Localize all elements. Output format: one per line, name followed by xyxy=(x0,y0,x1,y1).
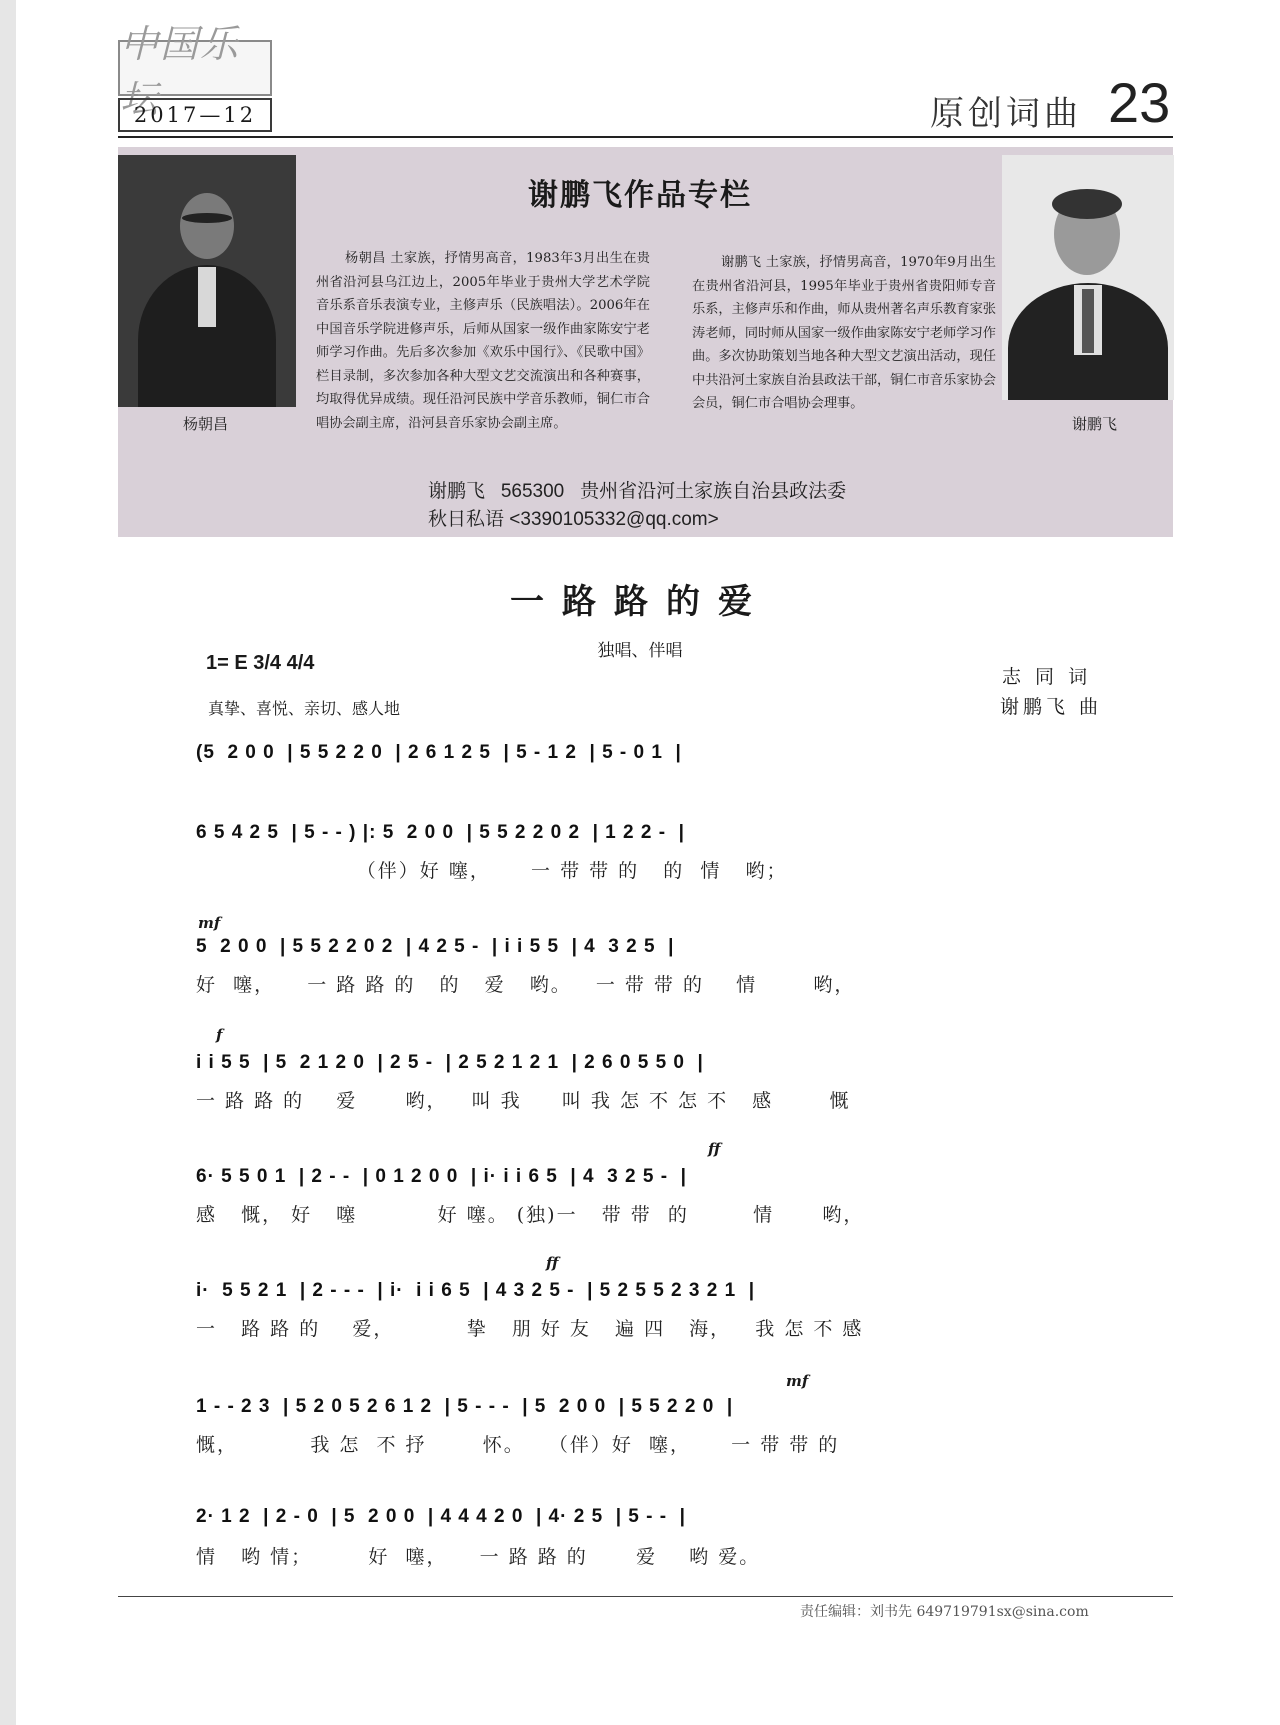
lyrics-system-3: 好 噻， 一 路 路 的 的 爱 哟。 一 带 带 的 情 哟， xyxy=(196,974,856,996)
lyrics-system-2: （伴）好 噻， 一 带 带 的 的 情 哟； xyxy=(196,860,788,882)
lyrics-system-7: 慨， 我 怎 不 抒 怀。 （伴）好 噻， 一 带 带 的 xyxy=(196,1434,840,1456)
portrait-photo-right xyxy=(1002,155,1174,400)
dynamic-mark: mf xyxy=(786,1372,809,1390)
song-title: 一路路的爱 xyxy=(510,582,770,622)
feature-title: 谢鹏飞作品专栏 xyxy=(528,178,752,213)
score-system-2: 6 5 4 2 5 | 5 - - ) |: 5 2 0 0 | 5 5 2 2 0 2 | 1 2 2 - | xyxy=(196,822,685,843)
score-system-6: i· 5 5 2 1 | 2 - - - | i· i i 6 5 | 4 3 2 5 - | 5 2 5 5 2 3 2 1 | xyxy=(196,1280,756,1301)
portrait-photo-left xyxy=(118,155,296,407)
bio-left: 杨朝昌 土家族，抒情男高音，1983年3月出生在贵州省沿河县乌江边上，2005年毕业于贵州大学艺术学院音乐系音乐表演专业，主修声乐（民族唱法）。2006年在中国音乐学院进修声乐，后师从国家一级作曲家陈安宁老师学习作曲。先后多次参加《欢乐中国行》、《民歌中国》栏目录制，多次参加各种大型文艺交流演出和各种赛事，均取得优异成绩。现任沿河民族中学音乐教师，铜仁市合唱协会副主席，沿河县音乐家协会副主席。 xyxy=(316,251,650,431)
lyrics-system-4: 一 路 路 的 爱 哟， 叫 我 叫 我 怎 不 怎 不 感 慨 xyxy=(196,1090,851,1112)
section-title: 原创词曲 xyxy=(930,94,1082,134)
lyrics-system-6: 一 路 路 的 爱， 挚 朋 好 友 遍 四 海， 我 怎 不 感 xyxy=(196,1318,864,1340)
dynamic-mark: mf xyxy=(198,914,221,932)
song-subtitle: 独唱、伴唱 xyxy=(597,641,683,661)
page-number: 23 xyxy=(1108,71,1171,134)
editor-credit: 责任编辑：刘书先 649719791sx@sina.com xyxy=(800,1604,1089,1620)
score-system-7: 1 - - 2 3 | 5 2 0 5 2 6 1 2 | 5 - - - | 5 2 0 0 | 5 5 2 2 0 | xyxy=(196,1396,734,1417)
score-system-8: 2· 1 2 | 2 - 0 | 5 2 0 0 | 4 4 4 2 0 | 4· 2 5 | 5 - - | xyxy=(196,1506,686,1527)
score-system-3: 5 2 0 0 | 5 5 2 2 0 2 | 4 2 5 - | i i 5 5 | 4 3 2 5 | xyxy=(196,936,675,957)
bio-right: 谢鹏飞 土家族，抒情男高音，1970年9月出生在贵州省沿河县，1995年毕业于贵州省贵阳师专音乐系，主修声乐和作曲，师从贵州著名声乐教育家张涛老师，同时师从国家一级作曲家陈安宁老师学习作曲。多次协助策划当地各种大型文艺演出活动，现任中共沿河土家族自治县政法干部，铜仁市音乐家协会会员，铜仁市合唱协会理事。 xyxy=(692,255,996,411)
issue-date: 2017—12 xyxy=(118,98,272,132)
score-system-5: 6· 5 5 0 1 | 2 - - | 0 1 2 0 0 | i· i i 6 5 | 4 3 2 5 - | xyxy=(196,1166,687,1187)
dynamic-mark: f xyxy=(216,1026,223,1044)
page-edge xyxy=(0,0,16,1725)
dynamic-mark: ff xyxy=(546,1254,559,1272)
photo-caption-left: 杨朝昌 xyxy=(183,415,229,433)
score-system-4: i i 5 5 | 5 2 1 2 0 | 2 5 - | 2 5 2 1 2 1 | 2 6 0 5 5 0 | xyxy=(196,1052,704,1073)
header-rule xyxy=(118,136,1173,138)
photo-caption-right: 谢鹏飞 xyxy=(1072,415,1118,433)
lyricist-credit: 志 同 词 xyxy=(1002,666,1092,688)
lyrics-system-5: 感 慨， 好 噻 好 噻。 (独)一 带 带 的 情 哟， xyxy=(196,1204,865,1226)
composer-credit: 谢鹏飞 曲 xyxy=(1000,696,1103,718)
contact-address: 谢鹏飞 565300 贵州省沿河土家族自治县政法委 xyxy=(428,481,847,502)
score-system-1: (5 2 0 0 | 5 5 2 2 0 | 2 6 1 2 5 | 5 - 1 2 | 5 - 0 1 | xyxy=(196,742,682,763)
lyrics-system-8: 情 哟 情； 好 噻， 一 路 路 的 爱 哟 爱。 xyxy=(196,1546,761,1568)
key-signature: 1= E 3/4 4/4 xyxy=(206,652,315,674)
magazine-logo: 中国乐坛 xyxy=(118,40,272,96)
dynamic-mark: ff xyxy=(708,1140,721,1158)
contact-email: 秋日私语 <3390105332@qq.com> xyxy=(428,509,719,530)
footer-rule xyxy=(118,1596,1173,1597)
tempo-marking: 真挚、喜悦、亲切、感人地 xyxy=(208,699,401,718)
